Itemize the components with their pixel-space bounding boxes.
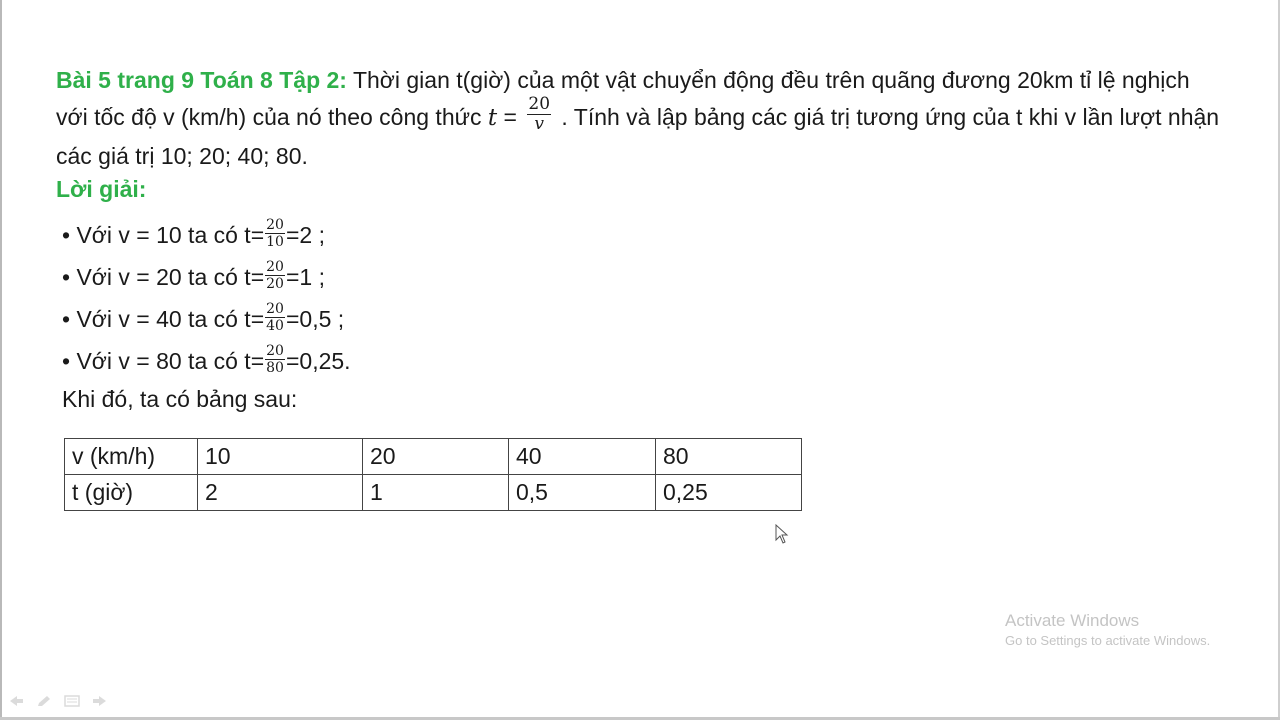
solution-bullets: [62, 214, 351, 382]
fraction-denominator: 40: [266, 318, 284, 335]
frame-left-border: [0, 0, 2, 720]
fraction-denominator: 80: [266, 360, 284, 377]
bullet-suffix: =1 ;: [285, 264, 325, 290]
fraction-numerator: 20: [266, 343, 284, 360]
bullet-prefix: • Với v = 20 ta có t=: [62, 264, 265, 290]
bullet-prefix: • Với v = 40 ta có t=: [62, 306, 265, 332]
bullet-fraction: [265, 217, 285, 250]
bullet-suffix: =0,25.: [285, 348, 351, 374]
bullet-fraction: [265, 343, 285, 376]
watermark-subtitle: Go to Settings to activate Windows.: [1005, 633, 1211, 648]
bullet-suffix: =0,5 ;: [285, 306, 345, 332]
list-item: [62, 214, 351, 256]
fraction-numerator: 20: [266, 259, 284, 276]
problem-text-part2: . Tính và lập bảng các giá trị tương ứng của t khi v lần lượt nhận các giá trị 10; 20; 40; 80.: [56, 103, 1220, 169]
slides-icon[interactable]: [64, 694, 80, 712]
table-cell: 80: [656, 439, 802, 475]
presentation-toolbar: [8, 694, 108, 712]
bullet-suffix: =2 ;: [285, 222, 325, 248]
table-cell: 40: [509, 439, 656, 475]
table-cell: 20: [363, 439, 509, 475]
solution-title: Lời giải:: [56, 176, 147, 202]
fraction-denominator: 10: [266, 234, 284, 251]
table-cell: 2: [198, 475, 363, 511]
table-row: [65, 439, 802, 475]
table-cell: 0,25: [656, 475, 802, 511]
formula-equals: =: [497, 103, 524, 130]
fraction-numerator: 20: [266, 217, 284, 234]
problem-statement: [56, 62, 1226, 174]
bullet-prefix: • Với v = 80 ta có t=: [62, 348, 265, 374]
table-cell: 10: [198, 439, 363, 475]
problem-text-part1: Thời gian t(giờ) của một vật chuyển động đều trên quãng đương 20km tỉ lệ nghịch với tốc độ v (km/h) của nó theo công thức: [56, 67, 1190, 130]
pen-icon[interactable]: [36, 694, 52, 712]
bullet-fraction: [265, 301, 285, 334]
activate-windows-watermark: [1005, 610, 1210, 650]
conclusion-text: Khi đó, ta có bảng sau:: [62, 386, 298, 412]
fraction-numerator: 20: [266, 301, 284, 318]
table-cell: 1: [363, 475, 509, 511]
formula-denominator: v: [534, 113, 544, 134]
bullet-fraction: [265, 259, 285, 292]
table-cell: v (km/h): [65, 439, 198, 475]
formula-numerator: 20: [528, 93, 551, 114]
values-table: [64, 438, 802, 511]
fraction-denominator: 20: [266, 276, 284, 293]
formula-fraction: [527, 95, 551, 134]
problem-heading: Bài 5 trang 9 Toán 8 Tập 2:: [56, 67, 347, 93]
watermark-title: Activate Windows: [1005, 611, 1140, 630]
table-cell: t (giờ): [65, 475, 198, 511]
previous-icon[interactable]: [8, 694, 24, 712]
list-item: [62, 340, 351, 382]
table-row: [65, 475, 802, 511]
mouse-cursor-icon: [775, 524, 789, 549]
list-item: [62, 256, 351, 298]
bullet-prefix: • Với v = 10 ta có t=: [62, 222, 265, 248]
next-icon[interactable]: [92, 694, 108, 712]
table-cell: 0,5: [509, 475, 656, 511]
list-item: [62, 298, 351, 340]
formula-lhs: t: [487, 104, 498, 131]
